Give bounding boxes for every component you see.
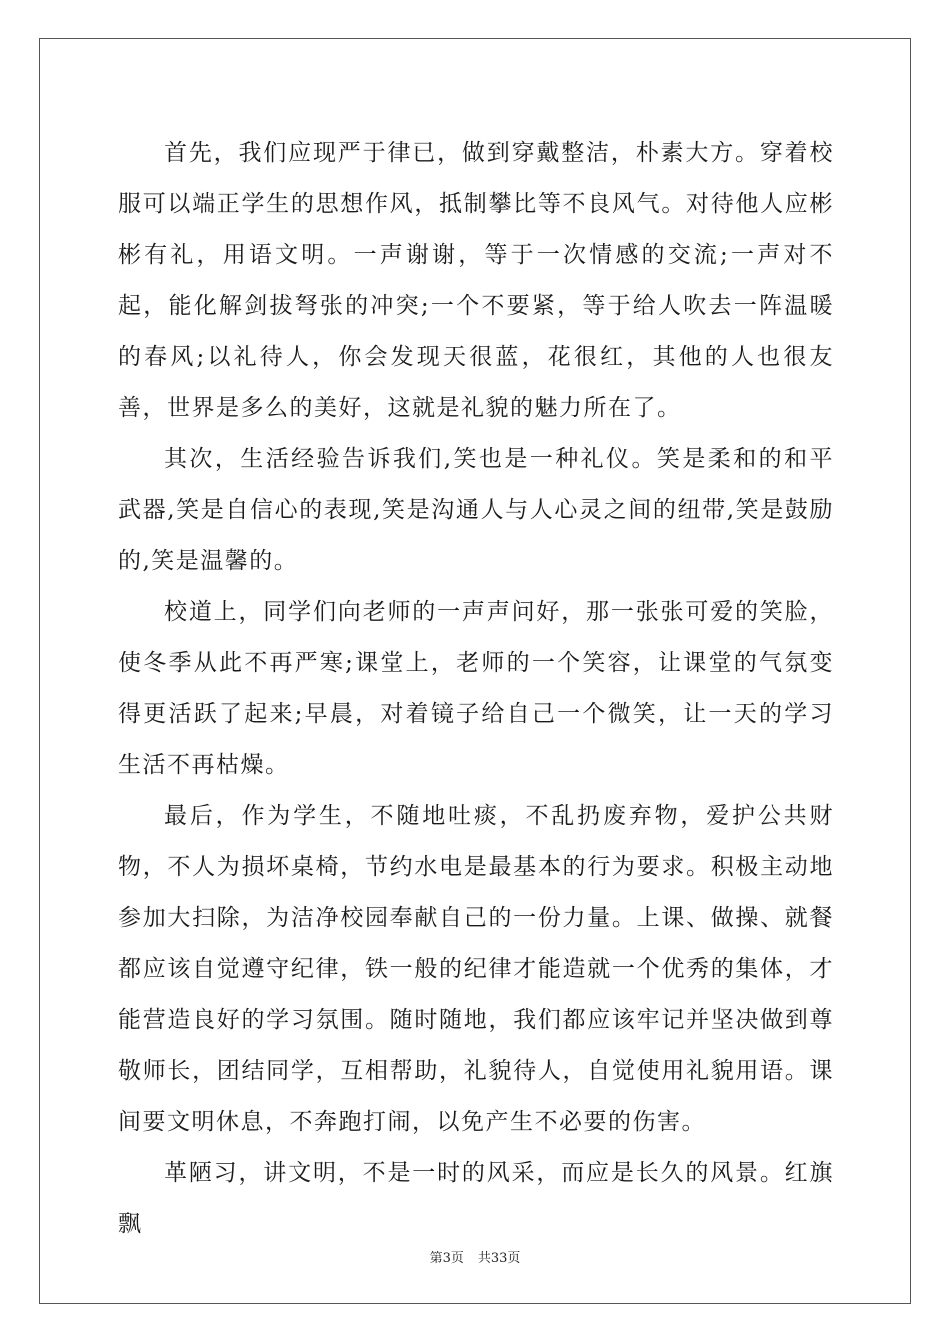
paragraph: 最后，作为学生，不随地吐痰，不乱扔废弃物，爱护公共财物，不人为损坏桌椅，节约水电是最基本的行为要求。积极主动地参加大扫除，为洁净校园奉献自己的一份力量。上课、做操、就餐都应该自觉遵守纪律，铁一般的纪律才能造就一个优秀的集体，才能营造良好的学习氛围。随时随地，我们都应该牢记并坚决做到尊敬师长，团结同学，互相帮助，礼貌待人，自觉使用礼貌用语。课间要文明休息，不奔跑打闹，以免产生不必要的伤害。 <box>118 803 834 1135</box>
paragraph: 首先，我们应现严于律已，做到穿戴整洁，朴素大方。穿着校服可以端正学生的思想作风，抵制攀比等不良风气。对待他人应彬彬有礼，用语文明。一声谢谢，等于一次情感的交流;一声对不起，能化解剑拔弩张的冲突;一个不要紧，等于给人吹去一阵温暖的春风;以礼待人，你会发现天很蓝，花很红，其他的人也很友善，世界是多么的美好，这就是礼貌的魅力所在了。 <box>118 140 834 421</box>
page-total: 共33页 <box>477 1251 521 1266</box>
paragraph: 校道上，同学们向老师的一声声问好，那一张张可爱的笑脸，使冬季从此不再严寒;课堂上，老师的一个笑容，让课堂的气氛变得更活跃了起来;早晨，对着镜子给自己一个微笑，让一天的学习生活不再枯燥。 <box>118 599 834 778</box>
paragraph: 其次，生活经验告诉我们,笑也是一种礼仪。笑是柔和的和平武器,笑是自信心的表现,笑是沟通人与人心灵之间的纽带,笑是鼓励的,笑是温馨的。 <box>118 446 834 574</box>
page-footer <box>0 1247 950 1266</box>
document-body <box>118 128 834 1250</box>
page-number: 第3页 <box>429 1251 464 1266</box>
paragraph: 革陋习，讲文明，不是一时的风采，而应是长久的风景。红旗飘 <box>118 1160 834 1237</box>
